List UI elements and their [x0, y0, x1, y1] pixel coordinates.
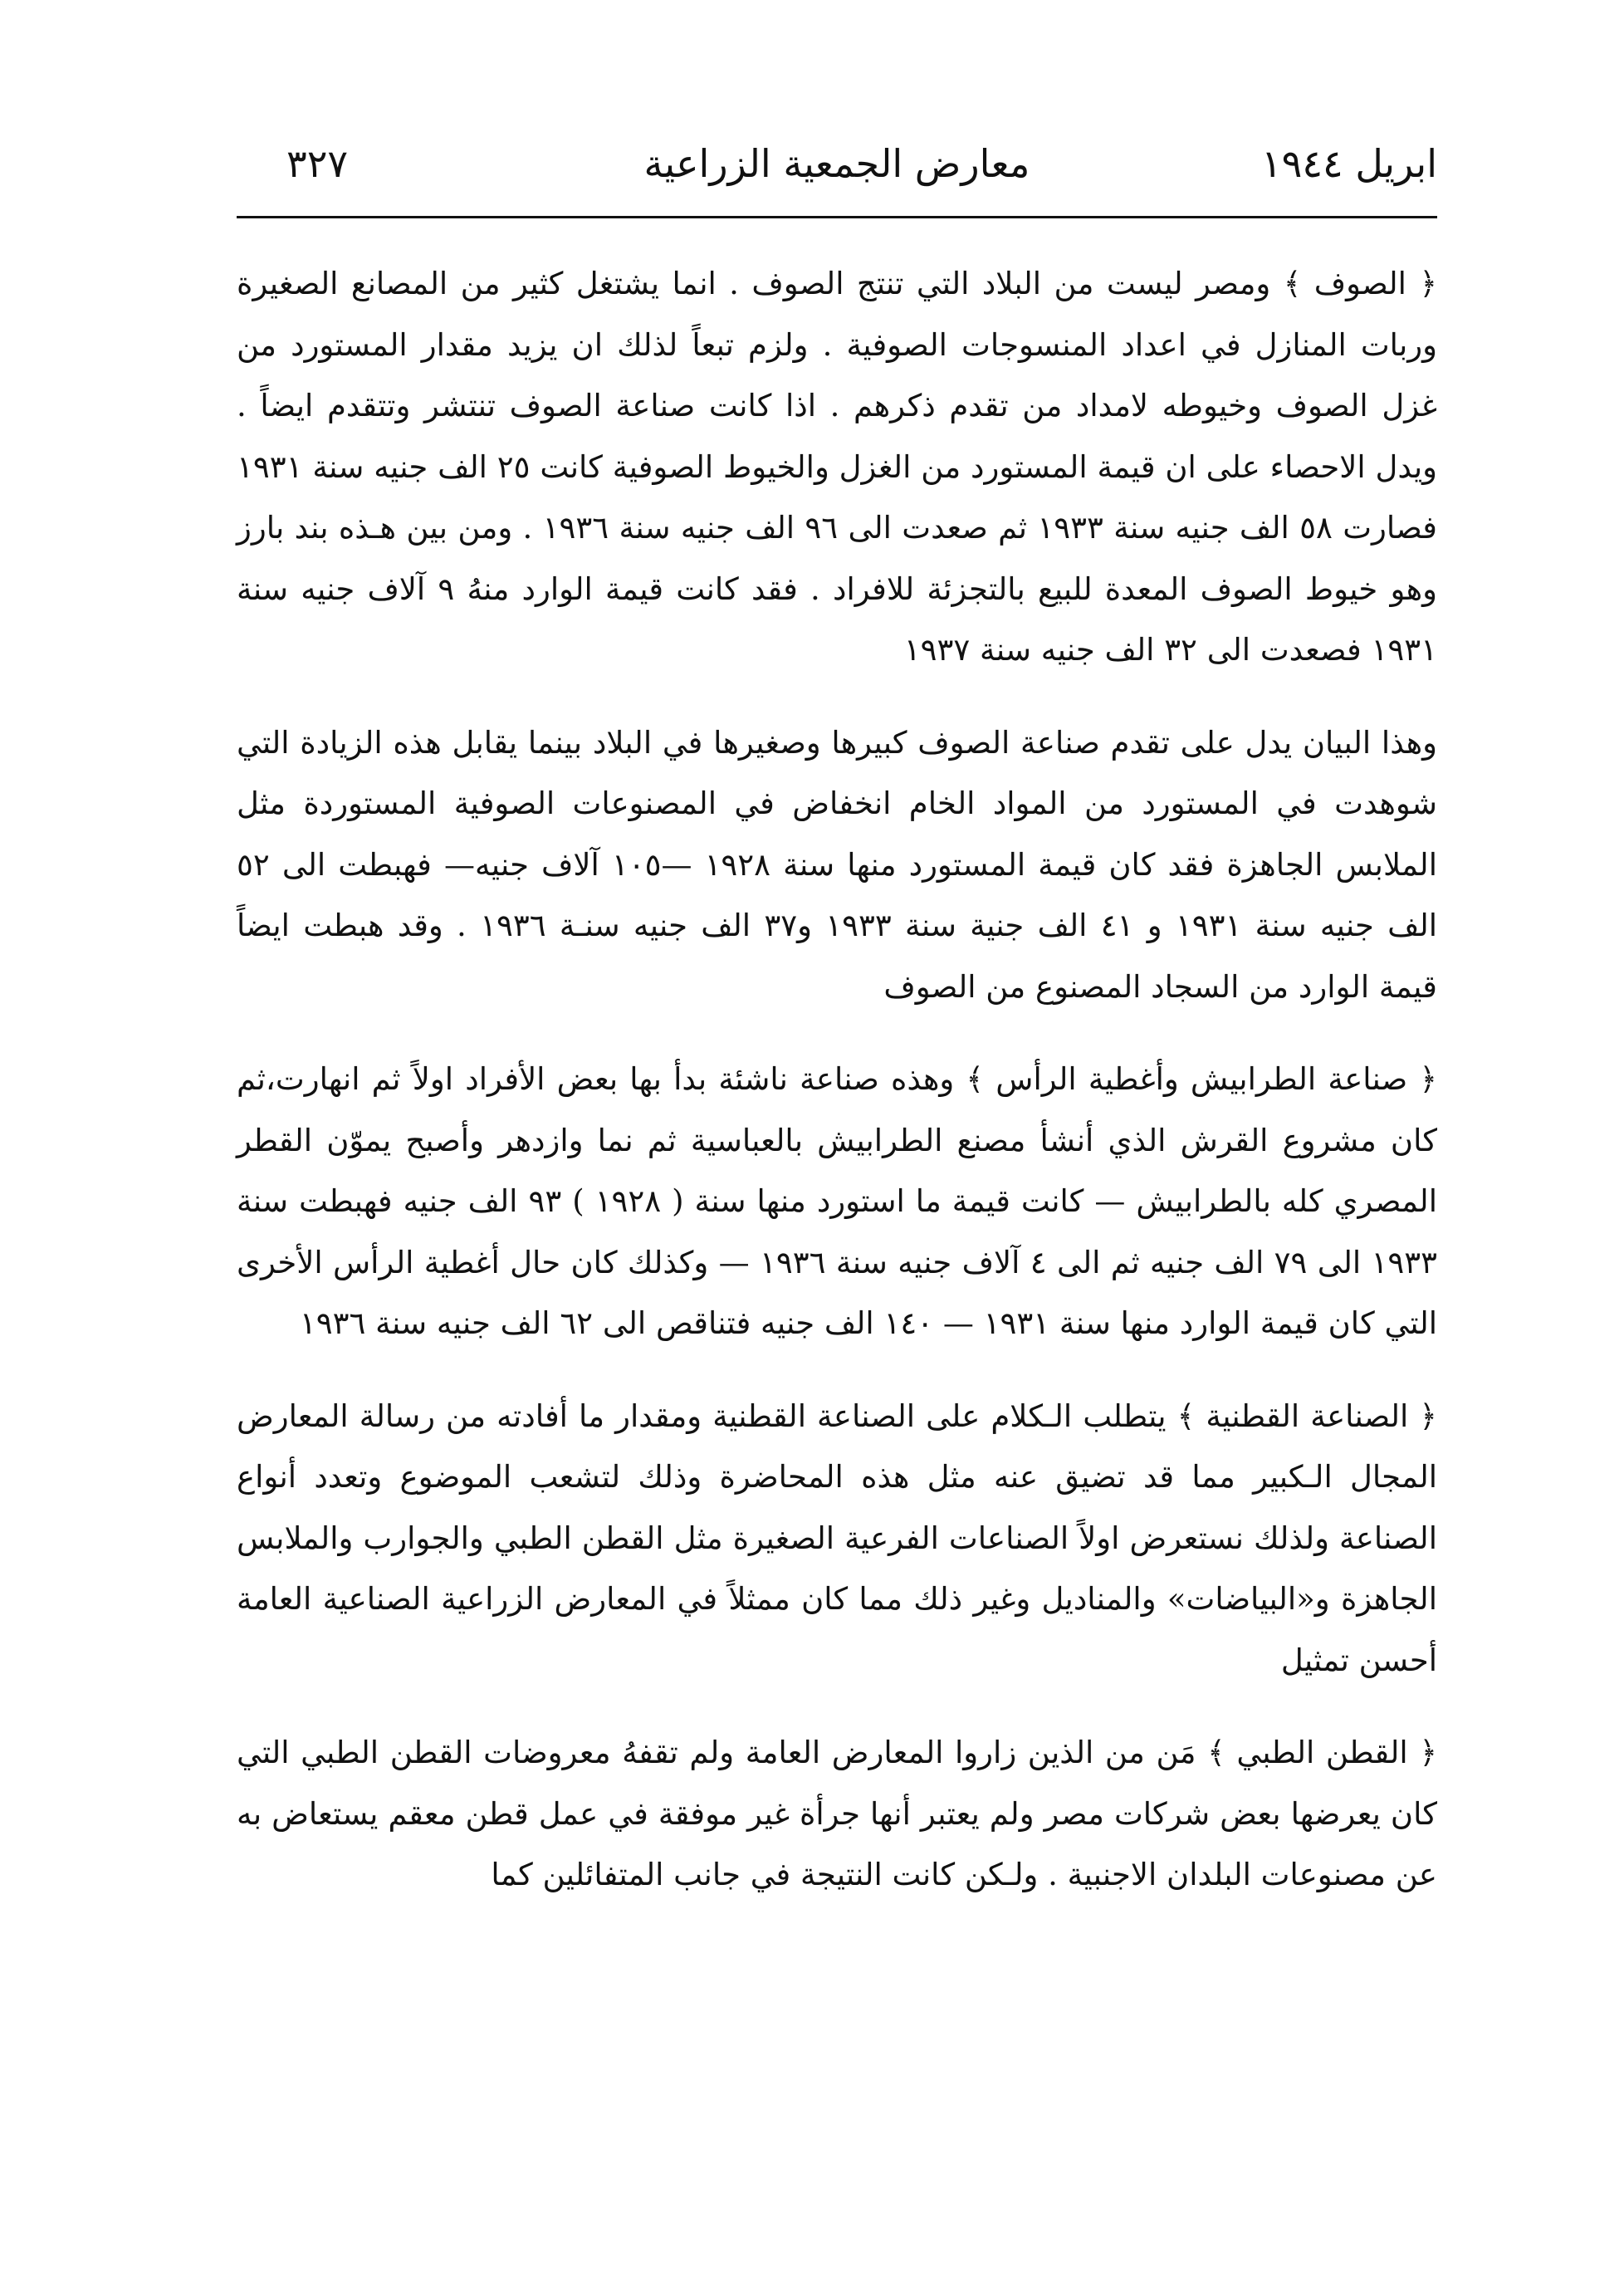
- paragraph-cotton-industry: ﴿ الصناعة القطنية ﴾ يتطلب الـكلام على الصناعة القطنية ومقدار ما أفادته من رسالة المعارض المجال الـكبير مما قد تضيق عنه مثل هذه المحاضرة وذلك لتشعب الموضوع وتعدد أنواع الصناعة ولذلك نستعرض اولاً الصناعات الفرعية الصغيرة مثل القطن الطبي والجوارب والملابس الجاهزة و«البياضات» والمناديل وغير ذلك مما كان ممثلاً في المعارض الزراعية الصناعية العامة أحسن تمثيل: [237, 1398, 1437, 1678]
- paragraph-tarboosh-industry: ﴿ صناعة الطرابيش وأغطية الرأس ﴾ وهذه صناعة ناشئة بدأ بها بعض الأفراد اولاً ثم انهارت،ثم كان مشروع القرش الذي أنشأ مصنع الطرابيش بالعباسية ثم نما وازدهر وأصبح يموّن القطر المصري كله بالطرابيش — كانت قيمة ما استورد منها سنة ( ١٩٢٨ ) ٩٣ الف جنيه فهبطت سنة ١٩٣٣ الى ٧٩ الف جنيه ثم الى ٤ آلاف جنيه سنة ١٩٣٦ — وكذلك كان حال أغطية الرأس الأخرى التي كان قيمة الوارد منها سنة ١٩٣١ — ١٤٠ الف جنيه فتناقص الى ٦٢ الف جنيه سنة ١٩٣٦: [237, 1061, 1438, 1341]
- header-title: معارض الجمعية الزراعية: [643, 141, 1030, 186]
- header-rule: [237, 216, 1437, 218]
- paragraph-wool: ﴿ الصوف ﴾ ومصر ليست من البلاد التي تنتج الصوف . انما يشتغل كثير من المصانع الصغيرة وربات المنازل في اعداد المنسوجات الصوفية . ولزم تبعاً لذلك ان يزيد مقدار المستورد من غزل الصوف وخيوطه لامداد من تقدم ذكرهم . اذا كانت صناعة الصوف تنتشر وتتقدم ايضاً . ويدل الاحصاء على ان قيمة المستورد من الغزل والخيوط الصوفية كانت ٢٥ الف جنيه سنة ١٩٣١ فصارت ٥٨ الف جنيه سنة ١٩٣٣ ثم صعدت الى ٩٦ الف جنيه سنة ١٩٣٦ . ومن بين هـذه بند بارز وهو خيوط الصوف المعدة للبيع بالتجزئة للافراد . فقد كانت قيمة الوارد منهُ ٩ آلاف جنيه سنة ١٩٣١ فصعدت الى ٣٢ الف جنيه سنة ١٩٣٧: [237, 266, 1437, 668]
- paragraph-wool-statistics: وهذا البيان يدل على تقدم صناعة الصوف كبيرها وصغيرها في البلاد بينما يقابل هذه الزيادة التي شوهدت في المستورد من المواد الخام انخفاض في المصنوعات الصوفية المستوردة مثل الملابس الجاهزة فقد كان قيمة المستورد منها سنة ١٩٢٨ —١٠٥ آلاف جنيه— فهبطت الى ٥٢ الف جنيه سنة ١٩٣١ و ٤١ الف جنية سنة ١٩٣٣ و٣٧ الف جنيه سنـة ١٩٣٦ . وقد هبطت ايضاً قيمة الوارد من السجاد المصنوع من الصوف: [237, 724, 1437, 1005]
- page-header: [237, 141, 1437, 204]
- page-number: ٣٢٧: [286, 141, 349, 186]
- paragraph-medical-cotton: ﴿ القطن الطبي ﴾ مَن من الذين زاروا المعارض العامة ولم تقفهُ معروضات القطن الطبي التي كان يعرضها بعض شركات مصر ولم يعتبر أنها جرأة غير موفقة في عمل قطن معقم يستعاض به عن مصنوعات البلدان الاجنبية . ولـكن كانت النتيجة في جانب المتفائلين كما: [237, 1735, 1437, 1892]
- header-date: ابريل ١٩٤٤: [1260, 141, 1437, 186]
